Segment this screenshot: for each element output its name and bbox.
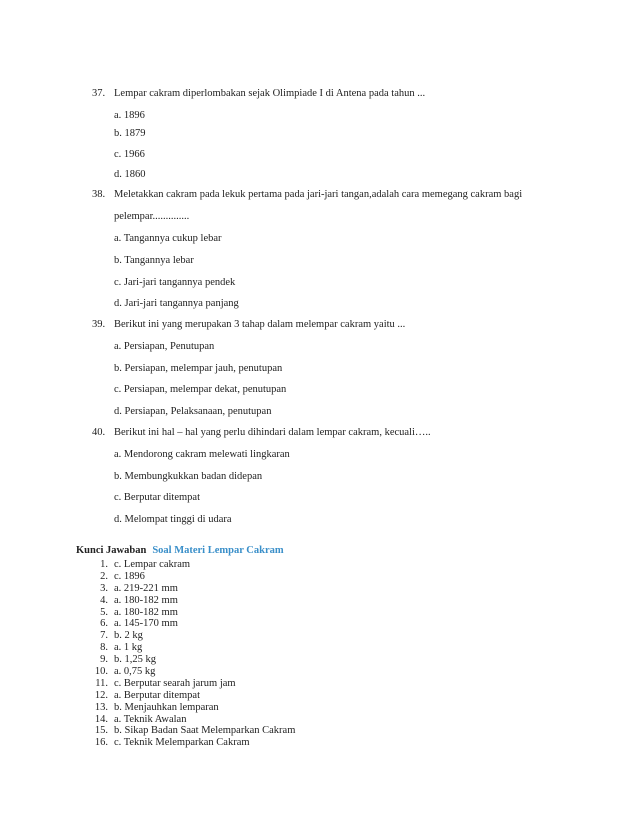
answer-key-item xyxy=(88,702,295,714)
answer-key-item xyxy=(88,642,295,654)
answer-key-item xyxy=(88,714,295,726)
answer-key-item xyxy=(88,666,295,678)
answer-text: a. 219-221 mm xyxy=(114,582,178,594)
answer-text: a. Berputar ditempat xyxy=(114,689,201,701)
answer-text: a. Teknik Awalan xyxy=(114,713,187,725)
option-a: a. Mendorong cakram melewati lingkaran xyxy=(114,449,290,460)
answer-text: b. 1,25 kg xyxy=(114,654,156,666)
question-38 xyxy=(92,188,522,201)
answer-number: 13. xyxy=(94,701,108,713)
option-d: d. Persiapan, Pelaksanaan, penutupan xyxy=(114,406,272,417)
answer-text: a. 180-182 mm xyxy=(114,606,178,618)
answer-number: 11. xyxy=(95,677,108,689)
answer-key-item xyxy=(88,583,295,595)
answer-text: b. Sikap Badan Saat Melemparkan Cakram xyxy=(114,725,296,737)
question-number: 38. xyxy=(92,189,106,200)
option-b: b. Membungkukkan badan didepan xyxy=(114,471,263,482)
question-39 xyxy=(92,318,405,331)
option-b: b. 1879 xyxy=(114,128,146,139)
answer-text: b. Menjauhkan lemparan xyxy=(114,701,219,713)
answer-number: 10. xyxy=(94,666,108,678)
answer-number: 9. xyxy=(100,654,108,666)
answer-number: 3. xyxy=(100,582,108,594)
answer-number: 2. xyxy=(100,570,108,582)
answer-text: c. Berputar searah jarum jam xyxy=(114,677,236,689)
option-c: c. Persiapan, melempar dekat, penutupan xyxy=(114,384,287,395)
answer-key-item xyxy=(88,678,295,690)
answer-number: 12. xyxy=(94,689,108,701)
answer-key-heading xyxy=(76,545,284,556)
answer-key-item xyxy=(88,559,295,571)
question-text: Meletakkan cakram pada lekuk pertama pada jari-jari tangan,adalah cara memegang cakram bagi xyxy=(114,189,523,200)
option-d: d. Melompat tinggi di udara xyxy=(114,514,232,525)
answer-key-list xyxy=(88,559,295,749)
answer-key-title: Kunci Jawaban xyxy=(76,545,147,556)
option-a: a. 1896 xyxy=(114,110,145,121)
answer-key-item xyxy=(88,630,295,642)
answer-number: 6. xyxy=(100,618,108,630)
answer-text: c. Lempar cakram xyxy=(114,559,191,570)
option-d: d. Jari-jari tangannya panjang xyxy=(114,298,239,309)
answer-text: a. 1 kg xyxy=(114,642,143,654)
answer-text: c. Teknik Melemparkan Cakram xyxy=(114,737,250,749)
answer-key-item xyxy=(88,654,295,666)
answer-number: 4. xyxy=(100,594,108,606)
answer-number: 5. xyxy=(100,606,108,618)
answer-text: a. 180-182 mm xyxy=(114,594,178,606)
question-number: 37. xyxy=(92,88,106,99)
answer-key-item xyxy=(88,607,295,619)
answer-number: 7. xyxy=(100,630,108,642)
answer-key-item xyxy=(88,737,295,749)
answer-key-item xyxy=(88,618,295,630)
answer-number: 8. xyxy=(100,642,108,654)
option-d: d. 1860 xyxy=(114,169,146,180)
question-37 xyxy=(92,87,425,100)
answer-number: 14. xyxy=(94,713,108,725)
option-c: c. Jari-jari tangannya pendek xyxy=(114,277,236,288)
answer-text: b. 2 kg xyxy=(114,630,143,642)
answer-key-item xyxy=(88,595,295,607)
option-c: c. Berputar ditempat xyxy=(114,492,201,503)
question-number: 40. xyxy=(92,427,106,438)
answer-key-subtitle-link[interactable]: Soal Materi Lempar Cakram xyxy=(152,545,284,556)
answer-text: a. 145-170 mm xyxy=(114,618,178,630)
option-a: a. Persiapan, Penutupan xyxy=(114,341,215,352)
question-text: Berikut ini hal – hal yang perlu dihindari dalam lempar cakram, kecuali….. xyxy=(114,427,431,438)
question-text: Lempar cakram diperlombakan sejak Olimpiade I di Antena pada tahun ... xyxy=(114,88,426,99)
answer-key-item xyxy=(88,690,295,702)
option-a: a. Tangannya cukup lebar xyxy=(114,233,222,244)
answer-number: 1. xyxy=(100,559,108,570)
option-b: b. Persiapan, melempar jauh, penutupan xyxy=(114,363,283,374)
option-c: c. 1966 xyxy=(114,149,145,160)
answer-number: 15. xyxy=(94,725,108,737)
question-number: 39. xyxy=(92,319,106,330)
answer-text: a. 0,75 kg xyxy=(114,666,156,678)
question-text: Berikut ini yang merupakan 3 tahap dalam melempar cakram yaitu ... xyxy=(114,319,406,330)
answer-text: c. 1896 xyxy=(114,570,145,582)
option-b: b. Tangannya lebar xyxy=(114,255,194,266)
question-40 xyxy=(92,426,431,439)
answer-number: 16. xyxy=(94,737,108,749)
answer-key-item xyxy=(88,725,295,737)
question-continuation: pelempar.............. xyxy=(114,211,190,222)
answer-key-item xyxy=(88,571,295,583)
